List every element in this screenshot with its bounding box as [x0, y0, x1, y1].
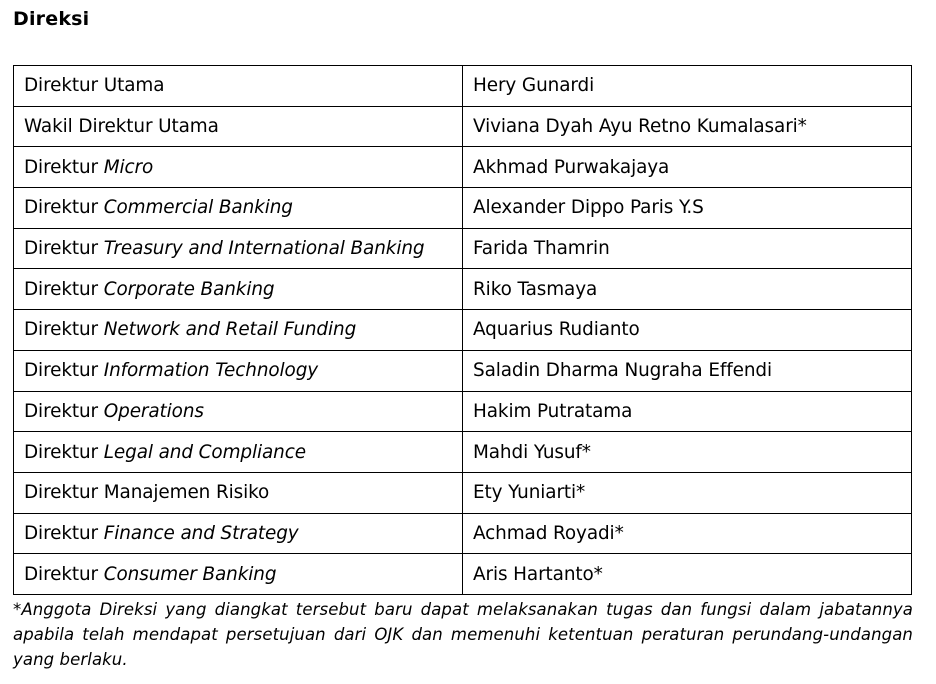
position-label: Direktur Utama — [24, 75, 165, 97]
director-name: Achmad Royadi* — [463, 513, 912, 554]
position-label-italic: Consumer Banking — [103, 563, 277, 585]
table-row — [14, 554, 912, 595]
position-cell — [14, 66, 463, 107]
position-cell — [14, 350, 463, 391]
director-name: Mahdi Yusuf* — [463, 432, 912, 473]
position-cell — [14, 106, 463, 147]
table-row — [14, 228, 912, 269]
table-row — [14, 513, 912, 554]
director-name: Farida Thamrin — [463, 228, 912, 269]
director-name: Hery Gunardi — [463, 66, 912, 107]
table-row — [14, 350, 912, 391]
table-row — [14, 147, 912, 188]
position-cell — [14, 391, 463, 432]
position-label: Direktur — [24, 156, 104, 178]
position-label: Direktur — [24, 319, 104, 341]
position-cell — [14, 554, 463, 595]
table-row — [14, 472, 912, 513]
position-label-italic: Corporate Banking — [103, 278, 275, 300]
table-row — [14, 66, 912, 107]
table-row — [14, 310, 912, 351]
position-label: Direktur Manajemen Risiko — [24, 482, 270, 504]
position-label: Direktur — [24, 441, 104, 463]
position-cell — [14, 269, 463, 310]
directors-table — [13, 65, 912, 595]
director-name: Viviana Dyah Ayu Retno Kumalasari* — [463, 106, 912, 147]
position-cell — [14, 472, 463, 513]
table-row — [14, 269, 912, 310]
position-label: Direktur — [24, 400, 104, 422]
position-label-italic: Network and Retail Funding — [103, 319, 357, 341]
position-cell — [14, 432, 463, 473]
director-name: Aquarius Rudianto — [463, 310, 912, 351]
position-label: Direktur — [24, 563, 104, 585]
director-name: Saladin Dharma Nugraha Effendi — [463, 350, 912, 391]
position-label: Direktur — [24, 238, 104, 260]
position-label-italic: Operations — [103, 400, 204, 422]
director-name: Ety Yuniarti* — [463, 472, 912, 513]
position-label-italic: Information Technology — [103, 360, 319, 382]
position-cell — [14, 513, 463, 554]
position-label: Direktur — [24, 278, 104, 300]
director-name: Aris Hartanto* — [463, 554, 912, 595]
position-cell — [14, 147, 463, 188]
position-label-italic: Finance and Strategy — [103, 522, 299, 544]
table-row — [14, 188, 912, 229]
position-label-italic: Micro — [103, 156, 154, 178]
director-name: Akhmad Purwakajaya — [463, 147, 912, 188]
position-label: Direktur — [24, 360, 104, 382]
position-label-italic: Treasury and International Banking — [103, 238, 425, 260]
director-name: Riko Tasmaya — [463, 269, 912, 310]
table-row — [14, 106, 912, 147]
table-row — [14, 391, 912, 432]
position-label: Wakil Direktur Utama — [24, 116, 219, 138]
table-row — [14, 432, 912, 473]
position-label-italic: Commercial Banking — [103, 197, 293, 219]
position-cell — [14, 310, 463, 351]
position-label: Direktur — [24, 522, 104, 544]
position-cell — [14, 228, 463, 269]
director-name: Alexander Dippo Paris Y.S — [463, 188, 912, 229]
director-name: Hakim Putratama — [463, 391, 912, 432]
position-label: Direktur — [24, 197, 104, 219]
footnote: *Anggota Direksi yang diangkat tersebut baru dapat melaksanakan tugas dan fungsi dalam jabatannya apabila telah mendapat persetujuan dari OJK dan memenuhi ketentuan peraturan perundang-undangan yang berlaku. — [13, 600, 913, 669]
position-label-italic: Legal and Compliance — [103, 441, 306, 463]
position-cell — [14, 188, 463, 229]
section-heading: Direksi — [13, 8, 90, 30]
